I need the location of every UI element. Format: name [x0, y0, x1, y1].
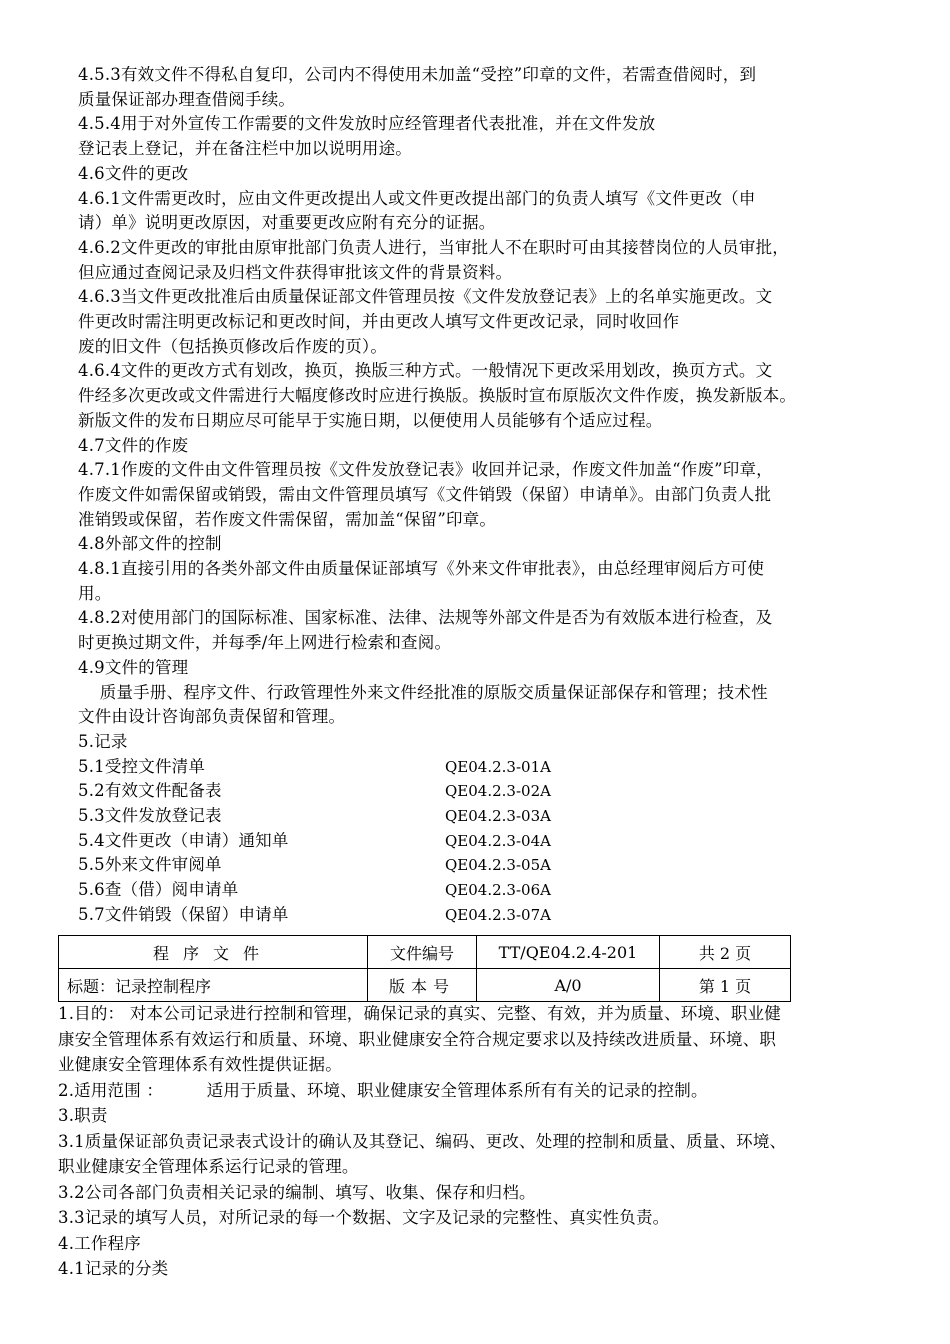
doc-type-cell: [59, 936, 368, 969]
doc-type: 程序文件: [152, 943, 273, 963]
page-number: 第 1 页: [698, 976, 752, 996]
text-line: 质量保证部办理查借阅手续。: [78, 89, 296, 109]
text-line: 2.适用范围 ： 适用于质量、环境、职业健康安全管理体系所有有关的记录的控制。: [58, 1080, 708, 1100]
text-line: 件经多次更改或文件需进行大幅度修改时应进行换版。换版时宣布原版次文件作废，换发新版本。: [78, 386, 797, 406]
text-line: 4.8.2对使用部门的国际标准、国家标准、法律、法规等外部文件是否为有效版本进行检查，及: [78, 608, 773, 628]
doc-no-label-cell: [368, 936, 477, 969]
doc-no: TT/QE04.2.4-201: [498, 942, 638, 962]
record-name: 5.5外来文件审阅单: [78, 855, 222, 875]
text-line: 质量手册、程序文件、行政管理性外来文件经批准的原版交质量保证部保存和管理；技术性: [78, 682, 768, 702]
version: A/0: [554, 975, 582, 995]
text-line: 4.1记录的分类: [58, 1259, 169, 1278]
record-code: QE04.2.3-07A: [445, 905, 551, 924]
version-cell: [477, 969, 660, 1002]
doc-no-cell: [477, 936, 660, 969]
text-line: 业健康安全管理体系有效性提供证据。: [58, 1055, 342, 1074]
text-line: 4.5.3有效文件不得私自复印，公司内不得使用未加盖“受控”印章的文件，若需查借阅时，到: [78, 65, 757, 84]
text-line: 4.7文件的作废: [78, 435, 189, 455]
text-line: 文件由设计咨询部负责保留和管理。: [78, 707, 346, 727]
text-line: 4.6.3当文件更改批准后由质量保证部文件管理员按《文件发放登记表》上的名单实施更改。文: [78, 287, 773, 307]
record-name: 5.4文件更改（申请）通知单: [78, 830, 289, 850]
doc-title: 标题：记录控制程序: [67, 976, 212, 996]
record-name: 5.7文件销毁（保留）申请单: [78, 904, 289, 924]
text-line: 4.6文件的更改: [78, 163, 189, 183]
text-line: 新版文件的发布日期应尽可能早于实施日期，以便使用人员能够有个适应过程。: [78, 410, 663, 430]
record-code: QE04.2.3-03A: [445, 807, 551, 825]
text-line: 4.8.1直接引用的各类外部文件由质量保证部填写《外来文件审批表》，由总经理审阅后方可使: [78, 559, 765, 578]
total-pages-cell: [660, 936, 791, 969]
text-line: 登记表上登记，并在备注栏中加以说明用途。: [78, 139, 412, 159]
text-line: 4.9文件的管理: [78, 657, 189, 677]
text-line: 废的旧文件（包括换页修改后作废的页）。: [78, 336, 388, 356]
record-name: 5.2有效文件配备表: [78, 781, 222, 801]
record-code: QE04.2.3-02A: [445, 782, 551, 801]
document-header-table: [58, 935, 791, 1002]
text-line: 5.记录: [78, 731, 128, 751]
version-label-cell: [368, 969, 477, 1002]
doc-no-label: 文件编号: [389, 943, 454, 963]
record-code: QE04.2.3-04A: [445, 831, 551, 850]
record-name: 5.3文件发放登记表: [78, 806, 222, 825]
record-name: 5.1受控文件清单: [78, 756, 206, 776]
text-line: 3.2公司各部门负责相关记录的编制、填写、收集、保存和归档。: [58, 1182, 536, 1202]
record-code: QE04.2.3-01A: [445, 757, 551, 776]
text-line: 3.3记录的填写人员，对所记录的每一个数据、文字及记录的完整性、真实性负责。: [58, 1208, 670, 1227]
total-pages: 共 2 页: [698, 943, 752, 963]
text-line: 4.8外部文件的控制: [78, 534, 222, 554]
text-line: 但应通过查阅记录及归档文件获得审批该文件的背景资料。: [78, 262, 513, 282]
text-line: 1.目的： 对本公司记录进行控制和管理，确保记录的真实、完整、有效，并为质量、环境、职业健: [58, 1004, 781, 1023]
text-line: 康安全管理体系有效运行和质量、环境、职业健康安全符合规定要求以及持续改进质量、环境、职: [58, 1029, 777, 1049]
text-line: 3.职责: [58, 1106, 108, 1125]
record-name: 5.6查（借）阅申请单: [78, 880, 239, 900]
text-line: 请）单》说明更改原因，对重要更改应附有充分的证据。: [78, 213, 496, 233]
text-line: 3.1质量保证部负责记录表式设计的确认及其登记、编码、更改、处理的控制和质量、质量、环境、: [58, 1131, 787, 1151]
text-line: 时更换过期文件，并每季/年上网进行检索和查阅。: [78, 633, 452, 653]
text-line: 4.5.4用于对外宣传工作需要的文件发放时应经管理者代表批准，并在文件发放: [78, 114, 656, 134]
text-line: 作废文件如需保留或销毁，需由文件管理员填写《文件销毁（保留）申请单》。由部门负责人批: [78, 484, 772, 504]
text-line: 4.6.2文件更改的审批由原审批部门负责人进行，当审批人不在职时可由其接替岗位的人员审批，: [78, 237, 789, 257]
text-line: 4.7.1作废的文件由文件管理员按《文件发放登记表》收回并记录，作废文件加盖“作废”印章，: [78, 460, 773, 480]
text-line: 准销毁或保留，若作废文件需保留，需加盖“保留”印章。: [78, 509, 497, 529]
text-line: 职业健康安全管理体系运行记录的管理。: [58, 1157, 359, 1176]
version-label: 版本号: [388, 976, 455, 996]
text-line: 4.工作程序: [58, 1233, 141, 1253]
text-line: 4.6.1文件需更改时，应由文件更改提出人或文件更改提出部门的负责人填写《文件更改（申: [78, 188, 756, 208]
text-line: 4.6.4文件的更改方式有划改，换页，换版三种方式。一般情况下更改采用划改，换页方式。文: [78, 361, 773, 381]
text-line: 件更改时需注明更改标记和更改时间，并由更改人填写文件更改记录，同时收回作: [78, 312, 680, 331]
page-cell: [660, 969, 791, 1002]
title-cell: [59, 969, 368, 1002]
record-code: QE04.2.3-06A: [445, 881, 551, 900]
record-code: QE04.2.3-05A: [445, 856, 551, 875]
text-line: 用。: [78, 583, 112, 603]
